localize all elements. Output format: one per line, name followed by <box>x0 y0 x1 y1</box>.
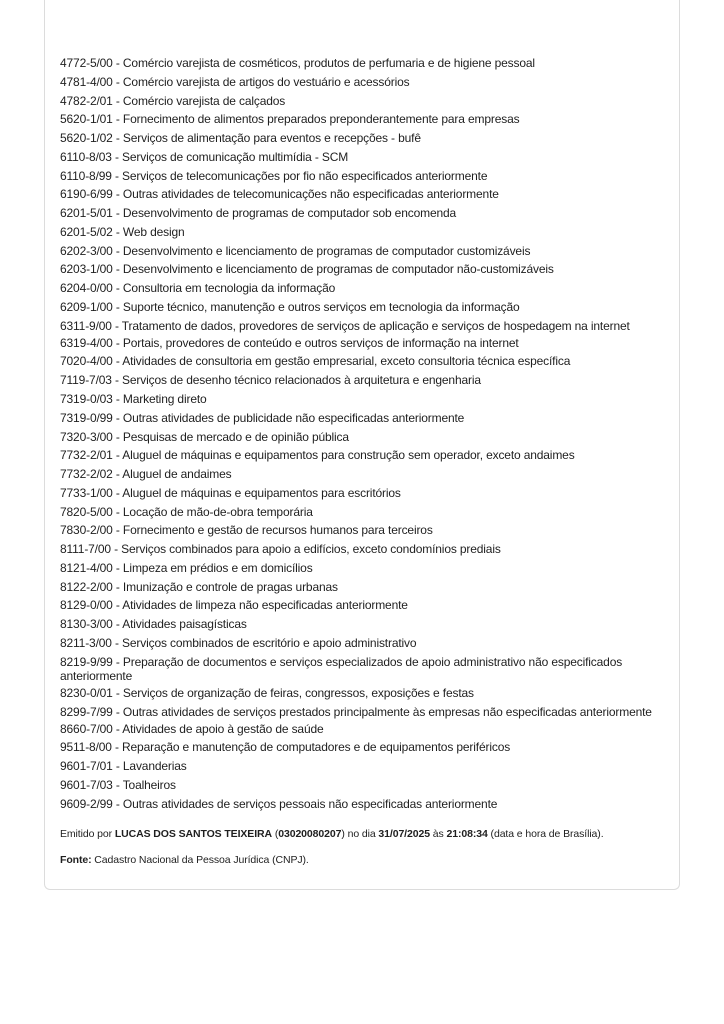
activity-item: 8230-0/01 - Serviços de organização de feiras, congressos, exposições e festas <box>60 685 474 700</box>
activity-item: 8122-2/00 - Imunização e controle de pragas urbanas <box>60 579 338 594</box>
activity-item: 8211-3/00 - Serviços combinados de escritório e apoio administrativo <box>60 635 417 650</box>
source-note <box>60 854 660 867</box>
activity-item: 7319-0/99 - Outras atividades de publicidade não especificadas anteriormente <box>60 410 465 425</box>
activity-item: 6201-5/02 - Web design <box>60 224 185 239</box>
emitted-prefix: Emitido por <box>60 828 115 840</box>
activity-item: 9601-7/03 - Toalheiros <box>60 777 176 792</box>
activity-item: 5620-1/02 - Serviços de alimentação para eventos e recepções - bufê <box>60 131 421 146</box>
activity-item: 8219-9/99 - Preparação de documentos e serviços especializados de apoio administrativo não especificados anteriormente <box>60 654 623 683</box>
activity-item: 7733-1/00 - Aluguel de máquinas e equipamentos para escritórios <box>60 485 401 500</box>
activity-item: 8121-4/00 - Limpeza em prédios e em domicílios <box>60 560 313 575</box>
activity-item: 4781-4/00 - Comércio varejista de artigos do vestuário e acessórios <box>60 74 410 89</box>
activity-item: 9511-8/00 - Reparação e manutenção de computadores e de equipamentos periféricos <box>60 740 511 755</box>
activity-item: 7732-2/01 - Aluguel de máquinas e equipamentos para construção sem operador, exceto andaimes <box>60 448 575 463</box>
emission-time: 21:08:34 <box>446 828 488 840</box>
activity-item: 7119-7/03 - Serviços de desenho técnico relacionados à arquitetura e engenharia <box>60 373 481 388</box>
activity-item: 8299-7/99 - Outras atividades de serviços prestados principalmente às empresas não especificadas anteriormente <box>60 704 652 719</box>
activity-item: 7020-4/00 - Atividades de consultoria em gestão empresarial, exceto consultoria técnica específica <box>60 354 571 369</box>
activity-item: 6202-3/00 - Desenvolvimento e licenciamento de programas de computador customizáveis <box>60 243 531 258</box>
source-text: Cadastro Nacional da Pessoa Jurídica (CNPJ). <box>91 854 309 866</box>
activity-item: 8130-3/00 - Atividades paisagísticas <box>60 617 247 632</box>
activity-item: 6319-4/00 - Portais, provedores de conteúdo e outros serviços de informação na internet <box>60 335 519 350</box>
secondary-activities-list <box>60 56 660 815</box>
activity-item: 9609-2/99 - Outras atividades de serviços pessoais não especificadas anteriormente <box>60 796 498 811</box>
activity-item: 8129-0/00 - Atividades de limpeza não especificadas anteriormente <box>60 598 408 613</box>
activity-item: 7820-5/00 - Locação de mão-de-obra temporária <box>60 504 313 519</box>
activity-item: 7320-3/00 - Pesquisas de mercado e de opinião pública <box>60 429 349 444</box>
activity-item: 7732-2/02 - Aluguel de andaimes <box>60 467 232 482</box>
activity-item: 4782-2/01 - Comércio varejista de calçados <box>60 93 286 108</box>
activity-item: 8660-7/00 - Atividades de apoio à gestão de saúde <box>60 721 324 736</box>
activity-item: 4772-5/00 - Comércio varejista de cosméticos, produtos de perfumaria e de higiene pessoal <box>60 56 535 70</box>
source-label: Fonte: <box>60 854 92 866</box>
emitter-cpf: 03020080207 <box>278 828 342 840</box>
document-card <box>44 0 680 890</box>
activity-item: 6110-8/03 - Serviços de comunicação multimídia - SCM <box>60 149 349 164</box>
time-zone-note: (data e hora de Brasília). <box>487 828 604 840</box>
activity-item: 9601-7/01 - Lavanderias <box>60 759 187 774</box>
open-paren: ( <box>272 828 279 840</box>
activity-item: 6311-9/00 - Tratamento de dados, provedores de serviços de aplicação e serviços de hospedagem na internet <box>60 318 630 333</box>
activity-item: 6203-1/00 - Desenvolvimento e licenciamento de programas de computador não-customizáveis <box>60 262 554 277</box>
activity-item: 6201-5/01 - Desenvolvimento de programas de computador sob encomenda <box>60 206 457 221</box>
at-text: às <box>429 828 447 840</box>
activity-item: 7319-0/03 - Marketing direto <box>60 392 207 407</box>
activity-item: 5620-1/01 - Fornecimento de alimentos preparados preponderantemente para empresas <box>60 112 520 127</box>
activity-item: 7830-2/00 - Fornecimento e gestão de recursos humanos para terceiros <box>60 523 433 538</box>
activity-item: 6204-0/00 - Consultoria em tecnologia da informação <box>60 281 336 296</box>
on-day: ) no dia <box>341 828 379 840</box>
activity-item: 8111-7/00 - Serviços combinados para apoio a edifícios, exceto condomínios prediais <box>60 542 501 557</box>
emission-date: 31/07/2025 <box>378 828 430 840</box>
emitter-name: LUCAS DOS SANTOS TEIXEIRA <box>114 828 272 840</box>
activity-item: 6209-1/00 - Suporte técnico, manutenção e outros serviços em tecnologia da informação <box>60 299 520 314</box>
activity-item: 6190-6/99 - Outras atividades de telecomunicações não especificadas anteriormente <box>60 187 499 202</box>
emission-note <box>60 828 660 841</box>
activity-item: 6110-8/99 - Serviços de telecomunicações por fio não especificados anteriormente <box>60 168 488 183</box>
